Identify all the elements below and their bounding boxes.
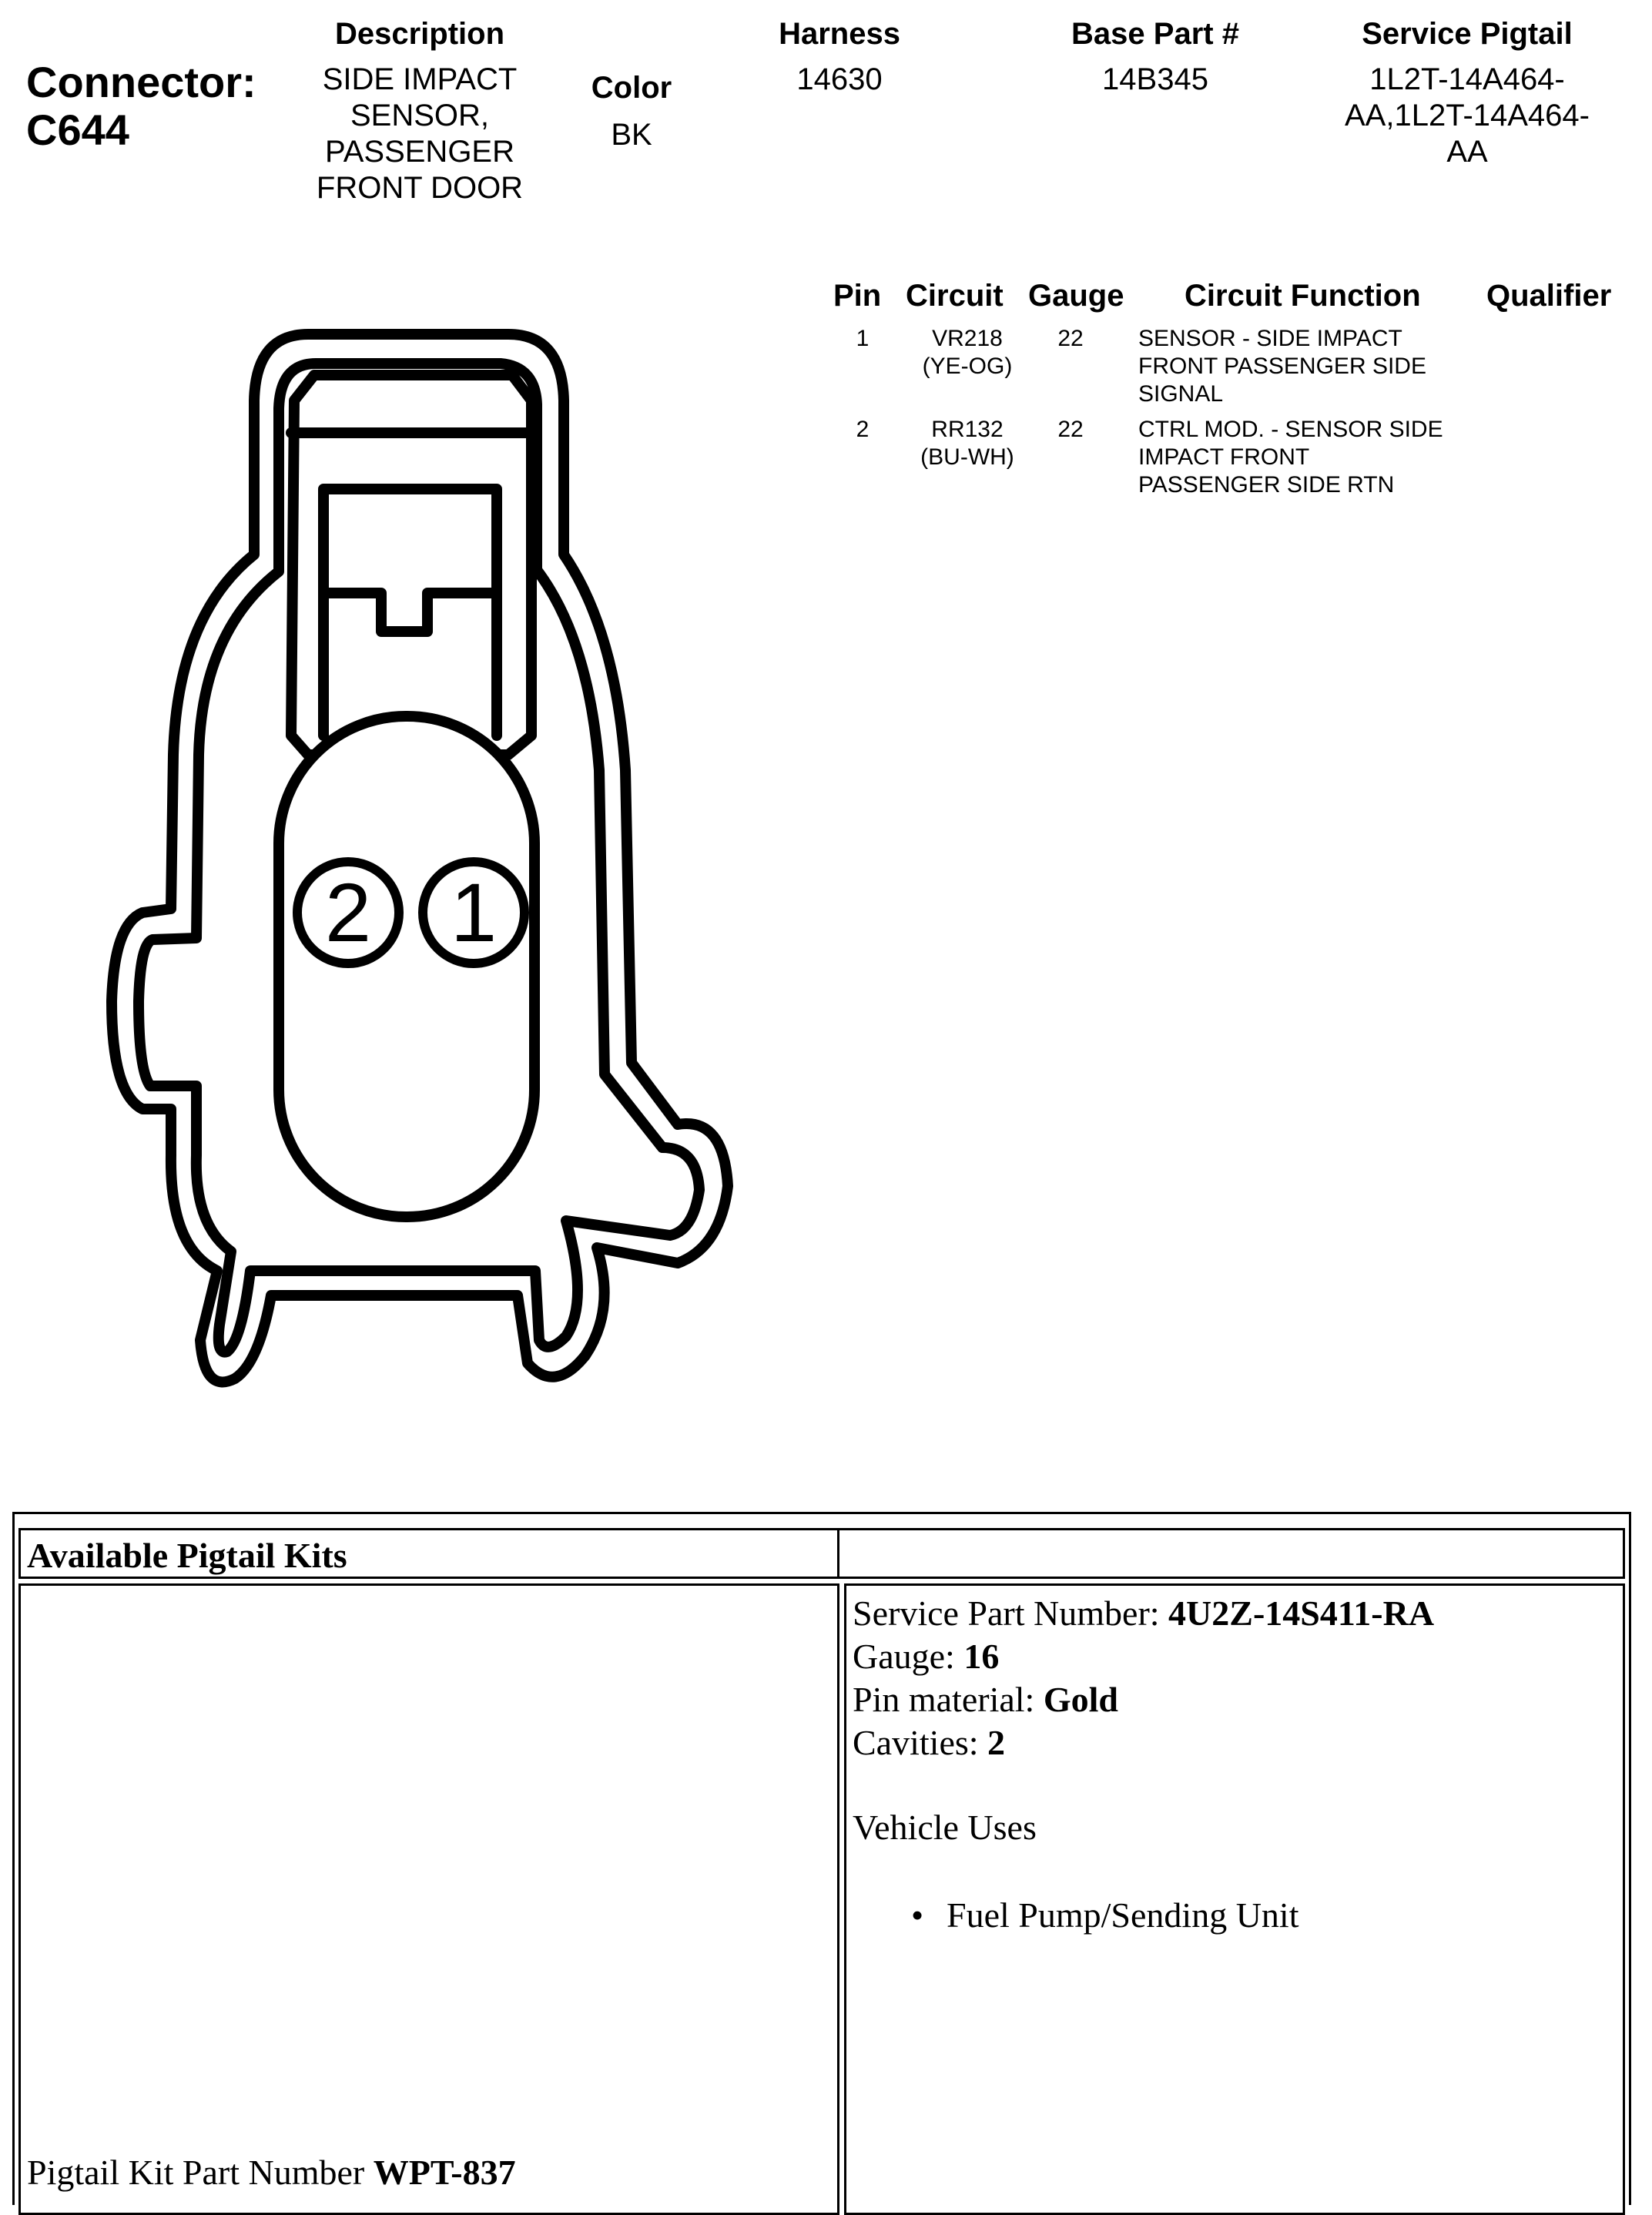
circuit-line: (YE-OG): [922, 354, 1013, 379]
pigtail-heading-box: [18, 1528, 839, 1579]
pigtail-heading: Available Pigtail Kits: [27, 1536, 347, 1575]
service-pigtail-value: [1317, 62, 1617, 170]
function-line: FRONT PASSENGER SIDE: [1138, 354, 1426, 379]
kit-part-label: Pigtail Kit Part Number: [27, 2153, 374, 2192]
circuit-line: (BU-WH): [920, 444, 1014, 470]
function-line: SENSOR - SIDE IMPACT: [1138, 326, 1402, 351]
harness-value: 14630: [796, 62, 883, 96]
circuit-cell: [898, 416, 1037, 471]
color-label: Color: [591, 71, 672, 105]
vehicle-uses-list: [853, 1894, 1434, 1937]
function-cell: [1138, 325, 1477, 408]
pin-material: [853, 1678, 1434, 1721]
pigtail-kit-details-box: [844, 1583, 1625, 2215]
pigtail-kit-image-box: [18, 1583, 839, 2215]
kit-details: [853, 1592, 1434, 1937]
col-circuit-function: Circuit Function: [1185, 279, 1421, 313]
connector-label: Connector:: [26, 58, 256, 106]
kit-gauge-value: 16: [963, 1637, 1000, 1676]
pin-face: [279, 716, 534, 1217]
kit-gauge-label: Gauge:: [853, 1637, 964, 1676]
connector-face-diagram: [0, 0, 770, 1463]
gauge-cell: 22: [1057, 417, 1084, 442]
connector-id: C644: [26, 106, 129, 154]
pin-cell: 1: [856, 326, 870, 351]
col-gauge: Gauge: [1028, 279, 1124, 313]
kit-part-value: WPT-837: [373, 2153, 516, 2192]
col-circuit: Circuit: [906, 279, 1004, 313]
function-line: PASSENGER SIDE RTN: [1138, 472, 1395, 498]
latch-tab: [323, 489, 497, 736]
circuit-cell: [898, 325, 1037, 380]
gauge-cell: 22: [1057, 326, 1084, 351]
col-pin: Pin: [833, 279, 882, 313]
description-line: FRONT DOOR: [316, 171, 524, 205]
col-qualifier: Qualifier: [1486, 279, 1612, 313]
service-part-value: 4U2Z-14S411-RA: [1168, 1593, 1435, 1633]
color-value: BK: [611, 118, 652, 152]
function-line: IMPACT FRONT: [1138, 444, 1310, 470]
service-part-label: Service Part Number:: [853, 1593, 1169, 1633]
service-pigtail-line: 1L2T-14A464-: [1369, 62, 1565, 96]
service-pigtail-label: Service Pigtail: [1362, 17, 1573, 51]
kit-part-number: [27, 2151, 516, 2194]
service-part-number: [853, 1592, 1434, 1635]
description-line: SIDE IMPACT: [322, 62, 518, 96]
circuit-line: RR132: [931, 417, 1004, 442]
base-part-label: Base Part #: [1071, 17, 1239, 51]
description-line: PASSENGER: [325, 135, 514, 169]
pigtail-heading-box-right: [836, 1528, 1625, 1579]
pin-2-label: 2: [324, 866, 372, 959]
cavities-value: 2: [987, 1723, 1006, 1762]
harness-label: Harness: [779, 17, 900, 51]
service-pigtail-line: AA,1L2T-14A464-: [1345, 99, 1590, 132]
vehicle-use: Fuel Pump/Sending Unit: [947, 1895, 1299, 1935]
description-label: Description: [334, 17, 505, 51]
function-line: SIGNAL: [1138, 381, 1224, 407]
list-item: [853, 1894, 1434, 1937]
function-line: CTRL MOD. - SENSOR SIDE: [1138, 417, 1443, 442]
pin-cell: 2: [856, 417, 870, 442]
bullet-icon: •: [911, 1895, 924, 1935]
circuit-line: VR218: [932, 326, 1003, 351]
cavities: [853, 1721, 1434, 1764]
service-pigtail-line: AA: [1446, 135, 1488, 169]
pin-material-value: Gold: [1043, 1680, 1118, 1719]
pin-1-label: 1: [450, 866, 498, 959]
cavities-label: Cavities:: [853, 1723, 988, 1762]
base-part-value: 14B345: [1102, 62, 1208, 96]
description-line: SENSOR,: [350, 99, 490, 132]
pin-material-label: Pin material:: [853, 1680, 1044, 1719]
kit-gauge: [853, 1635, 1434, 1678]
function-cell: [1138, 416, 1477, 499]
vehicle-uses-label: Vehicle Uses: [853, 1808, 1037, 1847]
